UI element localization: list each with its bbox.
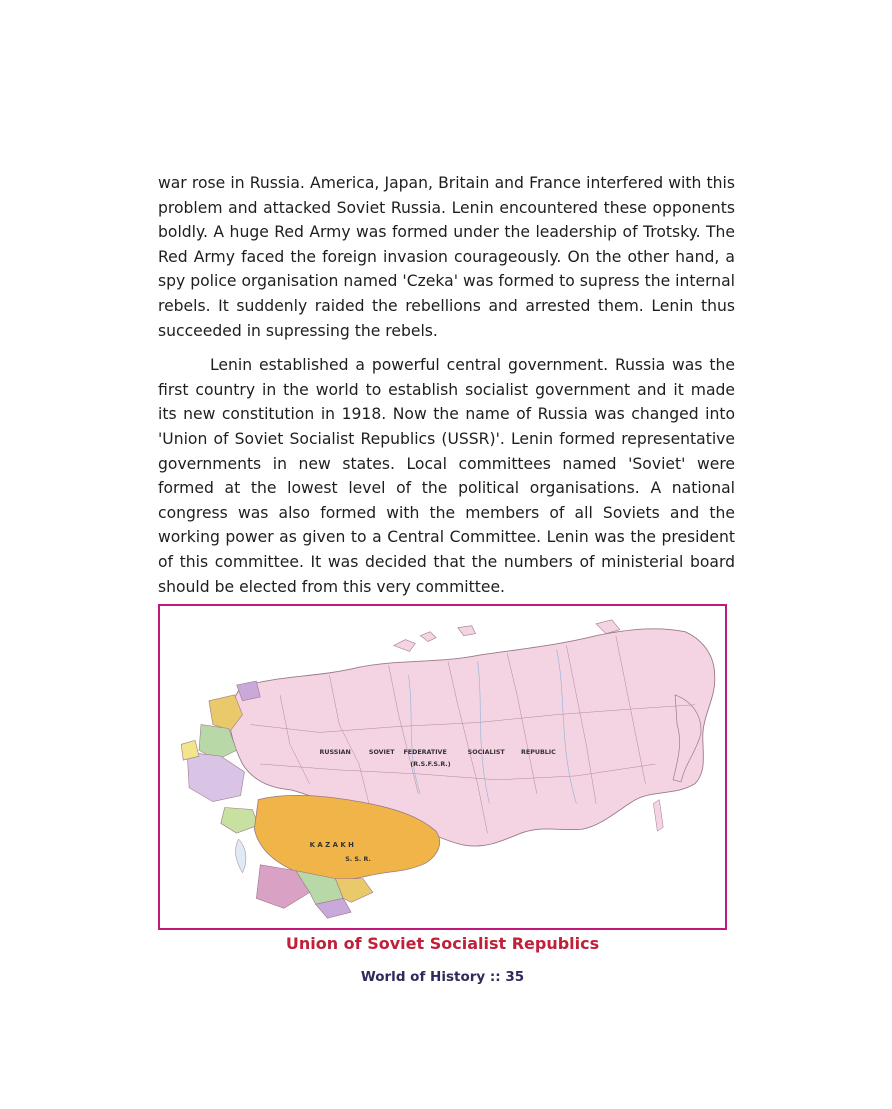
page-footer: World of History :: 35 [360, 969, 525, 985]
map-label-rsfsr: (R.S.F.S.R.) [410, 761, 451, 769]
map-label-socialist: SOCIALIST [467, 749, 505, 757]
paragraph-2: Lenin established a powerful central government. Russia was the first country in the world to establish socialist government and it made its new constitution in 1918. Now the name of Russia was changed into 'Union of Soviet Socialist Republics (USSR)'. Lenin formed representative governments in new states. Local committees named 'Soviet' were formed at the lowest level of the political organisations. A national congress was also formed with the members of all Soviets and the working power as given to a Central Committee. Lenin was the president of this committee. It was decided that the numbers of ministerial board should be elected from this very committee. [158, 356, 735, 596]
paragraph-1: war rose in Russia. America, Japan, Britain and France interfered with this problem and attacked Soviet Russia. Lenin encountered these opponents boldly. A huge Red Army was formed under the leadership of Trotsky. The Red Army faced the foreign invasion courageously. On the other hand, a spy police organisation named 'Czeka' was formed to supress the internal rebels. It suddenly raided the rebellions and arrested them. Lenin thus succeeded in supressing the rebels. [158, 174, 735, 340]
map-label-soviet: SOVIET [368, 749, 395, 757]
map-label-republic: REPUBLIC [521, 749, 556, 757]
ussr-map-figure [158, 604, 727, 930]
map-label-ssr: S. S. R. [345, 855, 371, 863]
figure-caption: Union of Soviet Socialist Republics [285, 934, 600, 953]
map-label-kazakh: K A Z A K H [309, 841, 354, 850]
map-label-federative: FEDERATIVE [403, 749, 447, 757]
map-label-russian: RUSSIAN [319, 749, 351, 757]
body-text [158, 171, 735, 599]
ussr-map [160, 606, 725, 928]
